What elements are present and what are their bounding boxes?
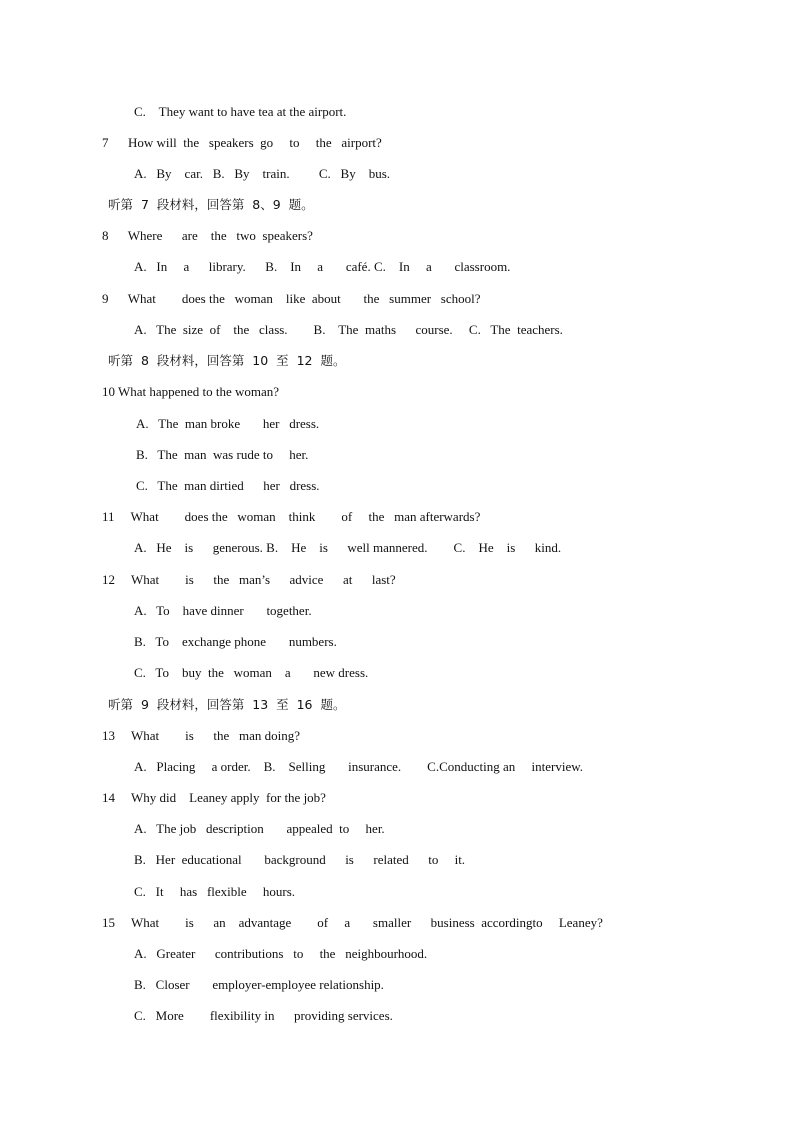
option-10c: C. The man dirtied her dress.: [136, 478, 320, 493]
options-11: A. He is generous. B. He is well mannered. C. He is kind.: [134, 540, 562, 555]
option-15c: C. More flexibility in providing services.: [134, 1008, 393, 1023]
question-14: 14 Why did Leaney apply for the job?: [102, 790, 326, 805]
option-12b: B. To exchange phone numbers.: [134, 634, 337, 649]
question-11: 11 What does the woman think of the man afterwards?: [102, 509, 481, 524]
option-10a: A. The man broke her dress.: [136, 416, 320, 431]
question-15: 15 What is an advantage of a smaller business accordingto Leaney?: [102, 915, 603, 930]
option-10b: B. The man was rude to her.: [136, 447, 309, 462]
question-9: 9 What does the woman like about the summer school?: [102, 291, 481, 306]
option-14b: B. Her educational background is related to it.: [134, 852, 466, 867]
options-9: A. The size of the class. B. The maths course. C. The teachers.: [134, 322, 563, 337]
option-6c: C. They want to have tea at the airport.: [134, 104, 347, 119]
option-12a: A. To have dinner together.: [134, 603, 312, 618]
options-7: A. By car. B. By train. C. By bus.: [134, 166, 391, 181]
option-12c: C. To buy the woman a new dress.: [134, 665, 369, 680]
options-8: A. In a library. B. In a café. C. In a classroom.: [134, 259, 511, 274]
question-13: 13 What is the man doing?: [102, 728, 300, 743]
question-8: 8 Where are the two speakers?: [102, 228, 313, 243]
option-14c: C. It has flexible hours.: [134, 884, 296, 899]
question-7: 7 How will the speakers go to the airport?: [102, 135, 382, 150]
section-heading-9: 听第 9 段材料，回答第 13 至 16 题。: [108, 697, 346, 712]
section-heading-8: 听第 8 段材料，回答第 10 至 12 题。: [108, 353, 346, 368]
option-14a: A. The job description appealed to her.: [134, 821, 385, 836]
option-15a: A. Greater contributions to the neighbourhood.: [134, 946, 428, 961]
section-heading-7: 听第 7 段材料，回答第 8、9 题。: [108, 197, 314, 212]
option-15b: B. Closer employer-employee relationship.: [134, 977, 384, 992]
question-12: 12 What is the man’s advice at last?: [102, 572, 396, 587]
question-10: 10 What happened to the woman?: [102, 384, 280, 399]
options-13: A. Placing a order. B. Selling insurance. C.Conducting an interview.: [134, 759, 584, 774]
